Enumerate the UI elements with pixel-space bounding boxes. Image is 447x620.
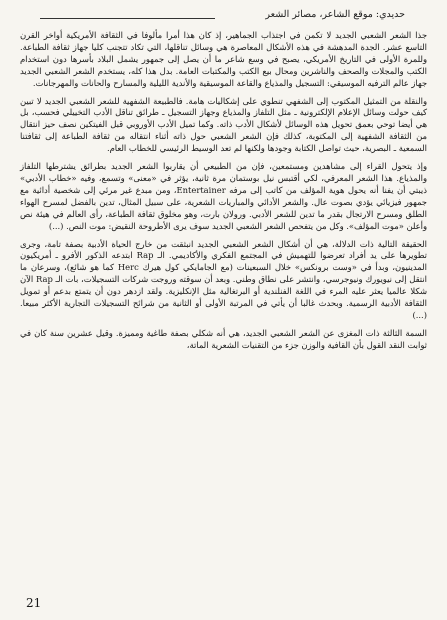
paragraph-1: جذا الشعر الشعبي الجديد لا تكمن في اجتذاب الجماهير، إذ كان هذا أمرا مألوفا في الثقافة الأمريكية أواخر القرن التاسع عشر. الجدة المدهشة في هذه الأشكال المعاصرة هي وسائل تناقلها، التي تكاد تتجنب كليا جهاز ثقافة الطباعة. وللمرة الأولى في التاريخ الأمريكي، يصبح في وسع شاعر ما أن يصل إلى جمهور يشمل البلاد بأسرها دون استخدام الكتب والمجلات والصحف والناشرين ومحال بيع الكتب والمكتبات العامة. بدل هذا كله، يستخدم الشعر الشعبي الجديد جهاز عالم الترفيه الموسيقي: التسجيل والمذياع والقاعة الموسيقية والأندية الليلية والمسارح والحانات والمهرجانات. <box>20 30 427 88</box>
page-number: 21 <box>26 596 42 610</box>
paragraph-4: الحقيقة التالية ذات الدلالة، هي أن أشكال الشعر الشعبي الجديد انبثقت من خارج الحياة الأدبية بصفة تامة، وجرى تطويرها على يد أفراد تعرضوا للتهميش في المجتمع الفكري والأكاديمي. الـ Rap ابتدعه الذكور الأفرو ـ أمريكيون المدينيون، وبدأ في «وست برونكس» خلال السبعينات (مع الجامايكي كول هيرك Herc كما هو شائع)، وسرعان ما انتقل إلى نيويورك ونيوجرسي، وانتشر على نطاق وطني. وبعد أن سوقته وروجت شركات التسجيلات، بات الـ Rap الآن شكلا عالميا يعثر عليه المرء في اللغة الفنلندية أو البرتغالية مثل الإنكليزية. ولقد ازدهر دون أن يتمتع بدعم أو تمويل الثقافة الأدبية الرسمية. وبحدث غالبا أن يأتي في المرتبة الأولى أو الثانية من شرائح التسجيلات التجارية الأكثر مبيعا. (...) <box>20 238 427 320</box>
body-text <box>20 30 427 358</box>
header-title: حديدي: موقع الشاعر، مصائر الشعر <box>265 9 405 20</box>
running-header <box>0 6 447 26</box>
paragraph-5: السمة الثالثة ذات المغزى عن الشعر الشعبي الجديد، هي أنه شكلي بصفة طاغية ومميزة. وقيل عشرين سنة كان في ثوابت النقد القول بأن القافية والوزن جزء من التقنيات الشعرية الماتة، <box>20 327 427 350</box>
header-rule <box>40 18 215 19</box>
paragraph-2: والنقلة من التمثيل المكتوب إلى الشفهي تنطوي على إشكاليات هامة. فالطبيعة الشفهية للشعر الشعبي الجديد لا تبين كيف حولت وسائل الإعلام الإلكترونية ـ مثل التلفاز والمذياع وجهاز التسجيل ـ طرائق تناقل الأدب التخييلي فحسب، بل هي أيضا توحي بعمق تحويل هذه الوسائل لأشكال الأدب ذاته. وكما تميل الأدب الأوروبي قبل الفيتكين نصف حيز انتقال من الثقافة الشفهية إلى المكتوبة، كذلك فإن الشعر الشعبي حول ذاته أثناء انتقاله من ثقافة الطباعة إلى ثقافتنا السمعية ـ البصرية، حيث تواصل الكتابة وجودها ولكنها لم تعد الوسيط الرئيسي للخطاب العام. <box>20 95 427 154</box>
paragraph-3: وإذ يتحول القراء إلى مشاهدين ومستمعين، فإن من الطبيعي أن يقاربوا الشعر الجديد بطرائق يشترطها التلفاز والمذياع. هذا الشعر المعرفي، لكي أقتبس نيل بوستمان مرة ثانية، يؤثر في «معنى» وتسمع، وفيه «خطاب الأدبي» ذيبتي أن يفنا أنه يحول هوية المؤلف من كاتب إلى مرفه Entertainer، ومن مبدع غير مرئي إلى شخصية أدائية مع جمهور فيزيائي يؤدي بصوت عال. والشعر الأدائي والمباريات الشعرية، على سبيل المثال، تدين بالفضل لمسرح الهواء الطلق ومسرح الارتجال بقدر ما تدين للشعر الأدبي. ورولان بارت، وهو مخلوق ثقافة الطباعة، رأى العالم في هيئة نص وأعلن «موت المؤلف». وكل من يتفحص الشعر الشعبي الجديد سوف يرى الأطروحة النقيض: موت النص. (...) <box>20 161 427 231</box>
